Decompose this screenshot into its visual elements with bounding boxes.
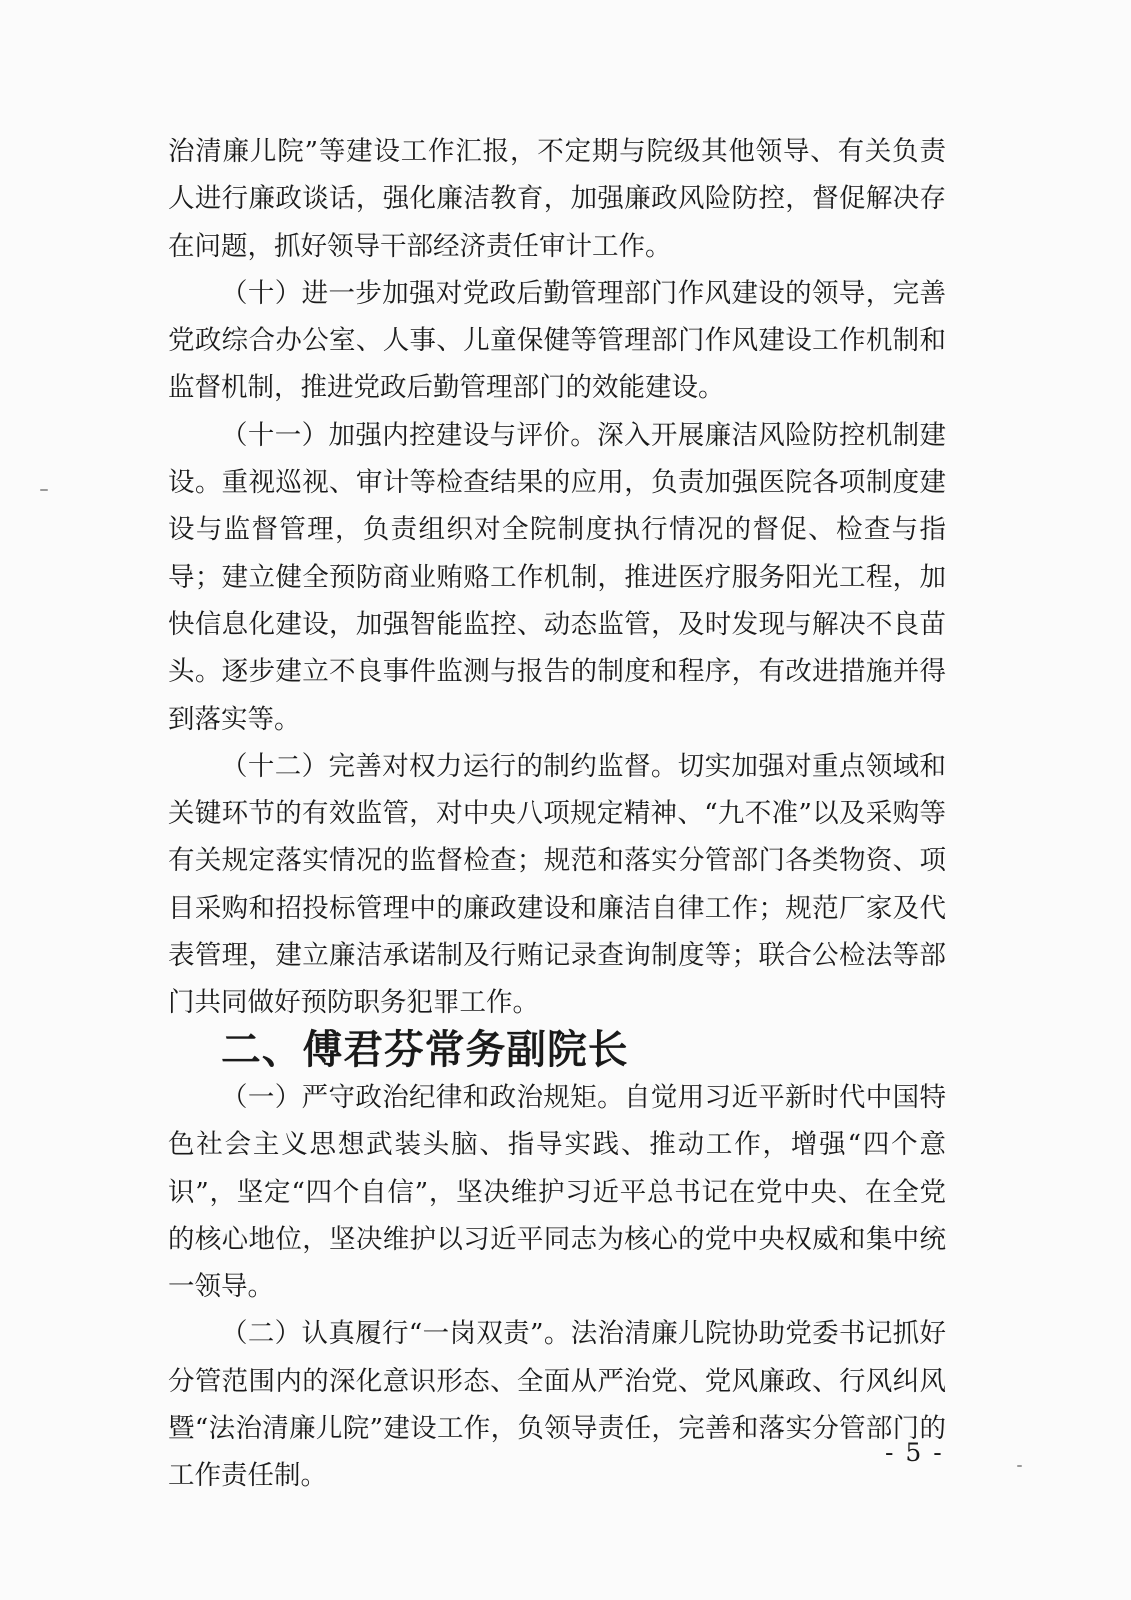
scan-artifact-mark <box>40 489 48 491</box>
document-body <box>168 128 946 1500</box>
paragraph-continuation: 治清廉儿院”等建设工作汇报，不定期与院级其他领导、有关负责人进行廉政谈话，强化廉洁教育，加强廉政风险防控，督促解决存在问题，抓好领导干部经济责任审计工作。 <box>168 136 946 262</box>
paragraph-item-12: （十二）完善对权力运行的制约监督。切实加强对重点领域和关键环节的有效监管，对中央八项规定精神、“九不准”以及采购等有关规定落实情况的监督检查；规范和落实分管部门各类物资、项目采购和招投标管理中的廉政建设和廉洁自律工作；规范厂家及代表管理，建立廉洁承诺制及行贿记录查询制度等；联合公检法等部门共同做好预防职务犯罪工作。 <box>168 750 946 1019</box>
paragraph-item-10: （十）进一步加强对党政后勤管理部门作风建设的领导，完善党政综合办公室、人事、儿童保健等管理部门作风建设工作机制和监督机制，推进党政后勤管理部门的效能建设。 <box>168 277 946 404</box>
scan-artifact-mark <box>1017 1465 1022 1467</box>
section-paragraph-item-2: （二）认真履行“一岗双责”。法治清廉儿院协助党委书记抓好分管范围内的深化意识形态、全面从严治党、党风廉政、行风纠风暨“法治清廉儿院”建设工作，负领导责任，完善和落实分管部门的工作责任制。 <box>168 1318 946 1492</box>
section-paragraph-item-1: （一）严守政治纪律和政治规矩。自觉用习近平新时代中国特色社会主义思想武装头脑、指导实践、推动工作，增强“四个意识”，坚定“四个自信”，坚决维护习近平总书记在党中央、在全党的核心地位，坚决维护以习近平同志为核心的党中央权威和集中统一领导。 <box>168 1081 946 1303</box>
page-number: - 5 - <box>885 1438 944 1467</box>
paragraph-item-11: （十一）加强内控建设与评价。深入开展廉洁风险防控机制建设。重视巡视、审计等检查结果的应用，负责加强医院各项制度建设与监督管理，负责组织对全院制度执行情况的督促、检查与指导；建立健全预防商业贿赂工作机制，推进医疗服务阳光工程，加快信息化建设，加强智能监控、动态监管，及时发现与解决不良苗头。逐步建立不良事件监测与报告的制度和程序，有改进措施并得到落实等。 <box>168 419 946 735</box>
section-heading: 二、傅君芬常务副院长 <box>221 1026 629 1073</box>
